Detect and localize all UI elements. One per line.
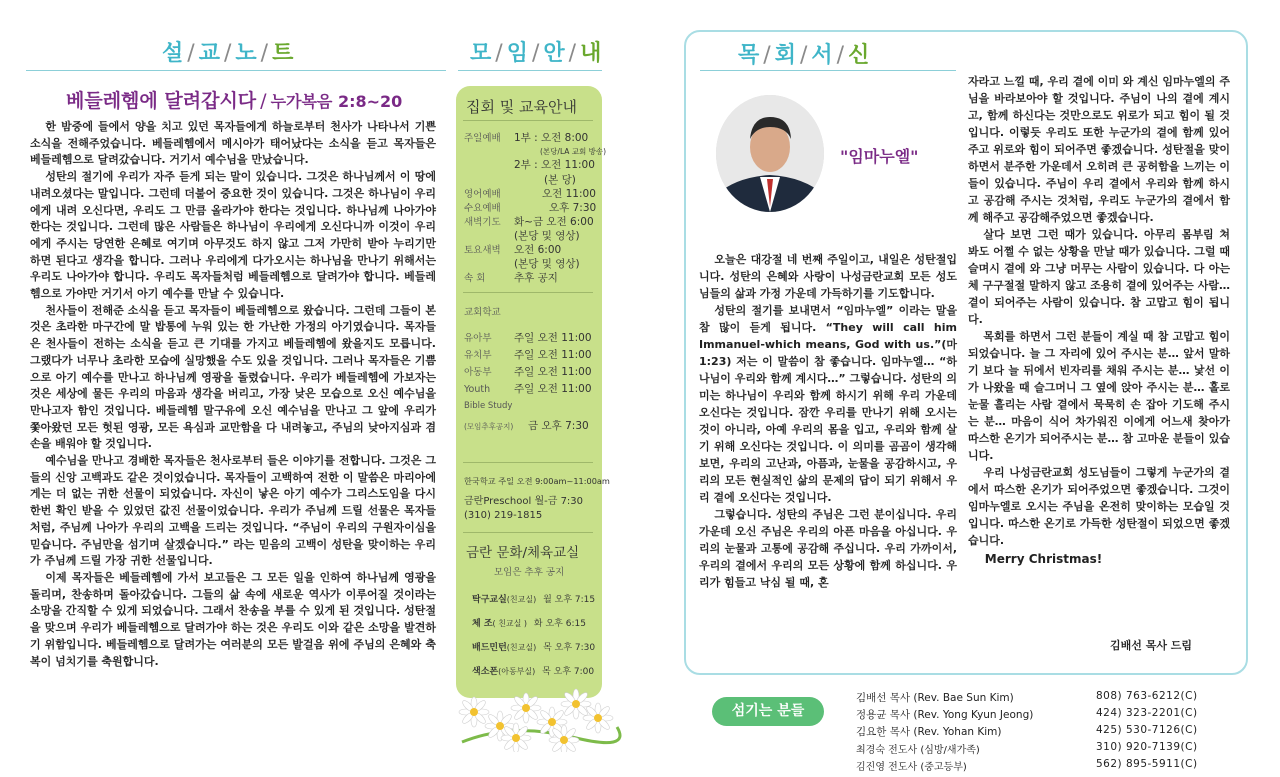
culture-label: 색소폰 — [472, 667, 499, 677]
bible-study-label: Bible Study — [464, 401, 513, 411]
culture-time: 화 오후 6:15 — [533, 619, 586, 629]
culture-row — [472, 616, 586, 629]
sermon-paragraph: 예수님을 만나고 경배한 목자들은 천사로부터 들은 이야기를 전합니다. 그것은 그들의 신앙 고백과도 같은 것이었습니다. 목자들이 고백하여 전한 이 말씀은 마리아에게는 더 없는 귀한 선물이 되었습니다. 자신이 낳은 아기 예수가 그리스도임을 다시 한번 확인 받을 수 있었던 값진 선물이었습니다. 우리가 주님께 드릴 선물은 목자들처럼, 주님께 나아가 우리의 고백을 드리는 것입니다. “주님이 우리의 구원자이심을 믿습니다. 주님만을 섬기며 살겠습니다.” 라는 믿음의 고백이 성탄을 맞이하는 우리가 주님께 드릴 가장 귀한 선물입니다. — [30, 454, 436, 568]
school-row — [464, 330, 592, 345]
worship-label: 영어예배 — [464, 189, 501, 200]
school-label: 유아부 — [464, 333, 492, 344]
sermon-reference: 누가복음 2:8~20 — [270, 92, 403, 111]
sermon-paragraph: 천사들이 전해준 소식을 듣고 목자들이 베들레헴으로 왔습니다. 그런데 그들이 본 것은 초라한 마구간에 말 밥통에 누워 있는 한 가난한 가정의 아기였습니다. 목자들은 천사들이 전하는 소식을 듣고 큰 기대를 가지고 베들레헴에 왔을지도 모릅니다. 그랬다가 너무나 초라한 모습에 실망했을 수도 있을 것입니다. 그러나 목자들은 기쁨으로 아기 예수를 만나고 하나님께 영광을 돌렸습니다. 우리가 베들레헴에 가보자는 것은 세상에 물든 우리의 마음과 생각을 버리고, 가장 낮은 모습으로 오신 예수님을 만나고자 함인 것입니다. 베들레헴 말구유에 오신 예수님을 만나고 그 앞에 우리가 쫓아왔던 모든 헛된 영광, 모든 욕심과 교만함을 다 내려놓고, 주님의 낮아지심과 겸손을 배워야 할 것입니다. — [30, 303, 436, 451]
worship-value: 오전 11:00 — [542, 188, 596, 200]
sermon-slash: / — [260, 90, 267, 112]
title-char: 교 — [198, 41, 221, 66]
school-label: 유치부 — [464, 350, 492, 361]
contact-phone: 425) 530-7126(C) — [1096, 724, 1198, 736]
letter-paragraph: 성탄의 절기를 보내면서 “임마누엘” 이라는 말을 참 많이 듣게 됩니다. “They will call him Immanuel-which means, God with us.”(마1:23) 저는 이 말씀이 참 좋습니다. 임마누엘… “하나님이 우리와 함께 계시다…” 그렇습니다. 성탄의 의미는 하나님이 우리와 함께 하시기 위해 우리 가운데 오신다는 것입니다. 잠깐 우리를 만나기 위해 오시는 것이 아니라, 아예 우리의 몸을 입고, 우리와 함께 살기 위해 오신다는 것입니다. 이 의미를 곰곰이 생각해 보면, 우리의 고난과, 아픔과, 눈물을 공감하시고, 우리의 모든 현실적인 삶의 문제의 답이 되기 위해서 우리 곁에 오신다는 것입니다. — [699, 304, 957, 504]
worship-note: (본당 및 영상) — [514, 230, 580, 242]
title-char: 안 — [543, 41, 566, 66]
letter-paragraph: 우리 나성금란교회 성도님들이 그렇게 누군가의 곁에서 따스한 온기가 되어주었으면 좋겠습니다. 그것이 임마누엘로 오시는 주님을 온전히 맞이하는 모습일 것입니다. 따스한 온기로 가득한 성탄절이 되었으면 좋겠습니다. — [968, 466, 1230, 547]
school-row — [464, 381, 592, 396]
servants-label-button: 섬기는 분들 — [712, 697, 824, 726]
letter-paragraph: 목회를 하면서 그런 분들이 계실 때 참 고맙고 힘이 되었습니다. 늘 그 자리에 있어 주시는 분… 앞서 말하기 보다 늘 뒤에서 빈자리를 채워 주시는 분… 낯선 이가 나왔을 때 슬그머니 그 옆에 앉아 주시는 분… 홀로 눈물 흘리는 사람 곁에서 묵묵히 손 잡아 기도해 주시는 분… 마음이 식어 차가워진 이에게 어느새 찾아가 따스한 온기가 되어주시는 분… 참 고마운 분들이 있습니다. — [968, 330, 1230, 462]
pastor-letter-right — [968, 73, 1230, 568]
title-char: 모 — [470, 41, 493, 66]
culture-room: ( 친교실 ) — [492, 619, 528, 628]
title-char: 트 — [272, 41, 295, 66]
schedule-section-title: 모 / 임 / 안 / 내 — [470, 41, 603, 66]
school-value: 주일 오전 11:00 — [514, 366, 592, 378]
sermon-paragraph: 한 밤중에 들에서 양을 치고 있던 목자들에게 하늘로부터 천사가 나타나서 기쁜 소식을 전해주었습니다. 베들레헴에서 메시아가 태어났다는 소식을 듣고 목자들은 베들레헴으로 달려갔습니다. 거기서 예수님을 만났습니다. — [30, 120, 436, 167]
pastor-letter-left — [699, 251, 957, 591]
preschool: 금란Preschool 월-금 7:30 — [464, 496, 584, 507]
worship-row — [464, 214, 594, 229]
title-char: 임 — [506, 41, 529, 66]
pastor-portrait-icon — [716, 95, 824, 212]
schedule-heading: 집회 및 교육안내 — [466, 98, 577, 116]
school-value: 주일 오전 11:00 — [514, 332, 592, 344]
letter-paragraph: 그렇습니다. 성탄의 주님은 그런 분이십니다. 우리 가운데 오신 주님은 우리의 아픈 마음을 아십니다. 우리의 눈물과 고통에 공감해 주십니다. 우리 가까이서, 우리의 곁에서 우리의 모든 상황에 함께 하십니다. 우리가 힘들고 낙심 될 때, 혼 — [699, 508, 957, 589]
korean-school: 한국학교 주일 오전 9:00am~11:00am — [464, 476, 610, 486]
school-row — [464, 364, 592, 379]
contact-phone: 424) 323-2201(C) — [1096, 707, 1198, 719]
worship-value: 추후 공지 — [514, 272, 558, 284]
worship-value: 화~금 오전 6:00 — [514, 216, 594, 228]
culture-label: 체 조 — [472, 619, 493, 629]
schedule-divider — [463, 292, 593, 293]
title-char: 내 — [580, 41, 603, 66]
contact-name: 최경숙 전도사 (심방/새가족) — [856, 745, 980, 756]
school-label: 아동부 — [464, 367, 492, 378]
worship-row — [464, 270, 558, 285]
sermon-section-title: 설 / 교 / 노 / 트 — [162, 41, 295, 66]
worship-label: 속 회 — [464, 273, 486, 284]
letter-paragraph: 자라고 느낄 때, 우리 곁에 이미 와 계신 임마누엘의 주님을 바라보아야 할 것입니다. 주님이 나의 곁에 계시고, 함께 하신다는 것만으로도 위로가 되고 힘이 될 것입니다. 이렇듯 우리도 또한 누군가의 곁에 함께 있어주고 위로와 힘이 되어주면 좋겠습니다. 성탄절을 맞이하면서 분주한 가운데서 오히려 큰 공허함을 느끼는 이들이 있습니다. 주님이 우리 곁에서 우리와 함께 하시고 공감해 주시는 것처럼, 우리도 누군가의 곁에서 함께 해주고 공감해주었으면 좋겠습니다. — [968, 75, 1230, 224]
bible-study-note: (모임추후공지) — [464, 422, 514, 431]
school-heading: 교회학교 — [464, 307, 501, 318]
sermon-title-rule — [26, 70, 446, 71]
title-char: 노 — [235, 41, 258, 66]
worship-note: (본 당) — [544, 174, 576, 186]
culture-row — [472, 640, 595, 653]
culture-row — [472, 664, 594, 677]
worship-note: (본당 및 영상) — [514, 258, 580, 270]
worship-row — [464, 130, 588, 145]
letter-paragraph: 오늘은 대강절 네 번째 주일이고, 내일은 성탄절입니다. 성탄의 은혜와 사랑이 나성금란교회 모든 성도님들의 삶과 가정 가운데 가득하기를 기도합니다. — [699, 253, 957, 300]
pastor-title-rule — [700, 70, 956, 71]
contact-name: 김진영 전도사 (중고등부) — [856, 762, 967, 773]
schedule-divider — [463, 462, 593, 463]
culture-room: (친교실) — [506, 643, 537, 652]
pastor-signature: 김배선 목사 드림 — [1110, 639, 1193, 652]
worship-label: 수요예배 — [464, 203, 501, 214]
letter-paragraph: 살다 보면 그런 때가 있습니다. 아무리 몸부림 쳐 봐도 어쩔 수 없는 상황을 만날 때가 있습니다. 그럴 때 슬며시 곁에 와 그냥 머무는 사람이 있습니다. 다 아는 체 구구절절 말하지 않고 조용히 곁에 있어주는 사람… 곁이 되어주는 사람이 있습니다. 참 고맙고 힘이 됩니다. — [968, 228, 1230, 326]
contact-name: 김배선 목사 (Rev. Bae Sun Kim) — [856, 692, 1014, 704]
sermon-heading — [66, 86, 402, 113]
schedule-divider — [463, 532, 593, 533]
title-char: 서 — [811, 43, 834, 68]
worship-note: (본당/LA 교회 방송) — [540, 147, 607, 156]
bible-study-value: 금 오후 7:30 — [528, 420, 589, 432]
worship-row — [464, 200, 596, 215]
culture-label: 배드민턴 — [472, 643, 507, 653]
worship-label: 주일예배 — [464, 133, 501, 144]
daisy-flowers-icon — [452, 682, 622, 752]
culture-row — [472, 592, 595, 605]
worship-value: 2부 : 오전 11:00 — [514, 159, 595, 171]
schedule-title-rule — [458, 70, 602, 71]
worship-label: 새벽기도 — [464, 217, 501, 228]
school-value: 주일 오전 11:00 — [514, 349, 592, 361]
culture-time: 목 오후 7:30 — [543, 643, 596, 653]
school-label: Youth — [464, 384, 491, 395]
worship-row — [464, 242, 561, 257]
school-row — [464, 347, 592, 362]
title-char: 설 — [162, 41, 185, 66]
bible-study-row — [464, 418, 589, 433]
worship-row — [464, 186, 596, 201]
culture-time: 월 오후 7:15 — [543, 595, 596, 605]
sermon-paragraph: 이제 목자들은 베들레헴에 가서 보고들은 그 모든 일을 인하여 하나님께 영광을 돌리며, 찬송하며 돌아갔습니다. 그들의 삶 속에 새로운 역사가 이루어질 것이라는 소망을 간직할 수 있게 되었습니다. 그래서 찬송을 부를 수 있게 된 것입니다. 성탄절을 맞으며 우리가 베들레헴으로 달려가야 하는 것은 우리도 이와 같은 소망을 발견하기 위함입니다. 베들레헴으로 달려가는 여러분의 모든 발걸음 위에 주님의 은혜와 축복이 넘치기를 축원합니다. — [30, 570, 436, 668]
worship-value: 1부 : 오전 8:00 — [514, 132, 589, 144]
merry-christmas: Merry Christmas! — [984, 552, 1103, 566]
culture-label: 탁구교실 — [472, 595, 507, 605]
culture-time: 목 오후 7:00 — [542, 667, 595, 677]
sermon-body — [30, 119, 436, 670]
sermon-paragraph: 성탄의 절기에 우리가 자주 듣게 되는 말이 있습니다. 그것은 하나님께서 이 땅에 내려오셨다는 말입니다. 그런데 더불어 중요한 것이 있습니다. 그것은 하나님이 우리에게 내려 오신다면, 우리도 그 만큼 올라가야 한다는 것입니다. 하나님께 나아가야 한다는 것입니다. 그런데 많은 사람들은 하나님이 우리에게 오신다니까 이것이 우리에게 주시는 당연한 은혜로 여기며 아무것도 하지 않고 그저 가만히 받아 누리기만 하면 된다고 생각을 합니다. 그러나 우리에게 다가오시는 하나님을 만나기 위해서는 우리도 나아가야 합니다. 우리도 목자들처럼 베들레헴으로 달려가야 합니다. 베들레헴으로 가야만 거기서 아기 예수를 만날 수 있습니다. — [30, 170, 436, 301]
culture-heading: 금란 문화/체육교실 — [466, 545, 580, 561]
school-value: 주일 오전 11:00 — [514, 383, 592, 395]
school-phone: (310) 219-1815 — [464, 510, 543, 521]
contact-name: 김요한 목사 (Rev. Yohan Kim) — [856, 726, 1002, 738]
worship-value: 오후 7:30 — [549, 202, 597, 214]
title-char: 신 — [848, 43, 871, 68]
title-char: 회 — [774, 43, 797, 68]
pastor-photo — [716, 95, 824, 212]
contact-name: 정용균 목사 (Rev. Yong Kyun Jeong) — [856, 709, 1034, 721]
contact-phone: 808) 763-6212(C) — [1096, 690, 1198, 702]
culture-room: (아동부실) — [498, 667, 536, 676]
contact-phone: 310) 920-7139(C) — [1096, 741, 1198, 753]
pastor-quote: "임마누엘" — [840, 147, 919, 166]
culture-note: 모임은 추후 공지 — [494, 567, 565, 578]
worship-value: 오전 6:00 — [514, 244, 562, 256]
culture-room: (친교실) — [506, 595, 537, 604]
pastor-section-title: 목 / 회 / 서 / 신 — [738, 43, 871, 68]
sermon-title: 베들레헴에 달려갑시다 — [66, 90, 257, 112]
title-char: 목 — [738, 43, 761, 68]
contact-phone: 562) 895-5911(C) — [1096, 758, 1198, 770]
schedule-divider — [463, 120, 593, 121]
worship-label: 토요새벽 — [464, 245, 501, 256]
